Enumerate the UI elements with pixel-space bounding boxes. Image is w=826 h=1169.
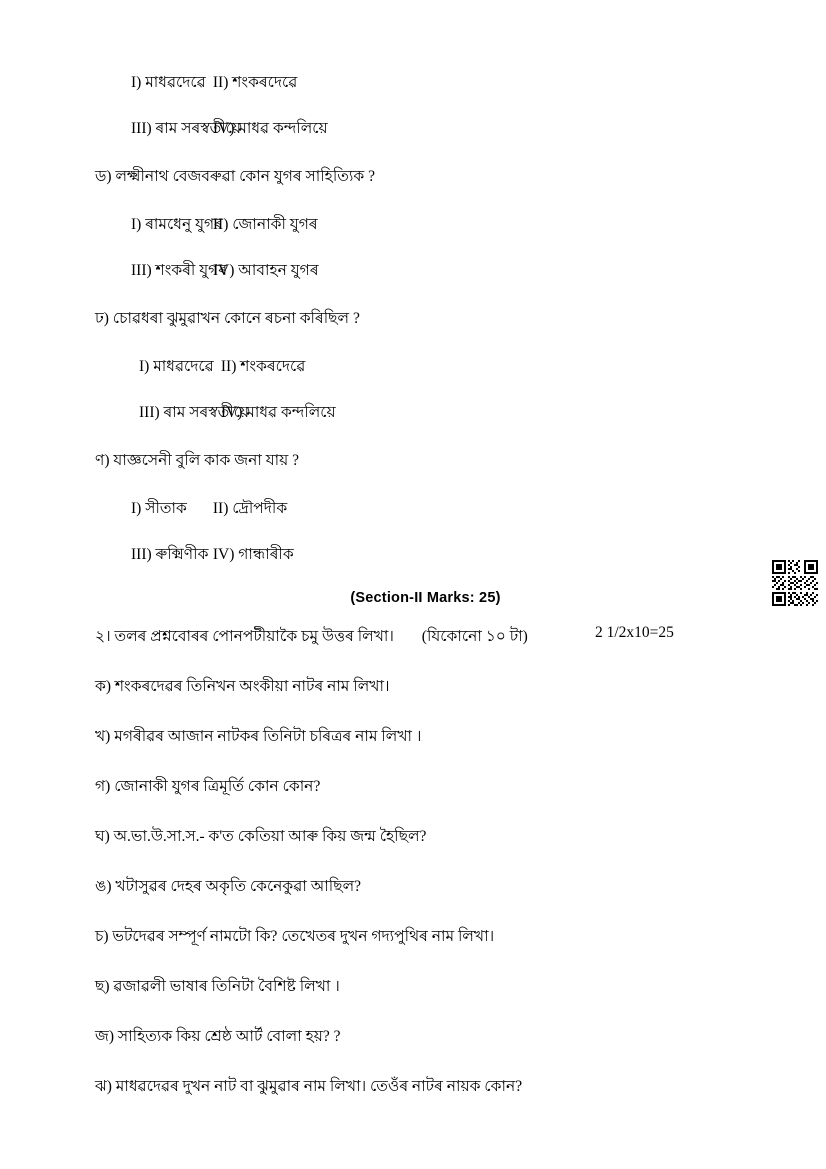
option-ii: II) জোনাকী যুগৰ xyxy=(212,216,318,233)
option-iv: IV) মাধৱ কন্দলিয়ে xyxy=(220,404,336,421)
options-row xyxy=(95,258,756,284)
instruction-marks: 2 1/2x10=25 xyxy=(595,624,674,641)
short-question: ছ) ৱজাৱলী ভাষাৰ তিনিটা বৈশিষ্ট লিখা । xyxy=(95,978,340,995)
section-heading: (Section-II Marks: 25) xyxy=(350,590,501,606)
option-i: I) মাধৱদেৱে xyxy=(139,358,214,375)
option-ii: II) দ্ৰৌপদীক xyxy=(212,500,288,517)
options-block xyxy=(95,354,756,426)
option-i: I) মাধৱদেৱে xyxy=(131,74,206,91)
short-question: গ) জোনাকী যুগৰ ত্ৰিমূৰ্তি কোন কোন? xyxy=(95,778,321,795)
mcq-question xyxy=(95,448,756,568)
option-i: I) ৰামধেনু যুগৰ xyxy=(131,216,223,233)
short-question: চ) ভটদেৱৰ সম্পূৰ্ণ নামটো কি? তেখেতৰ দুখন গদ্যপুথিৰ নাম লিখা। xyxy=(95,928,495,945)
option-iv: IV) আবাহন যুগৰ xyxy=(212,262,319,279)
option-ii: II) শংকৰদেৱে xyxy=(212,74,298,91)
options-row xyxy=(95,542,756,568)
question-text: ড) লক্ষ্মীনাথ বেজবৰুৱা কোন যুগৰ সাহিত্যিক ? xyxy=(95,168,375,185)
short-question: খ) মগৰীৱৰ আজান নাটকৰ তিনিটা চৰিত্ৰৰ নাম লিখা । xyxy=(95,728,422,745)
mcq-question xyxy=(95,164,756,284)
qr-code-icon xyxy=(772,560,818,606)
instruction-bracket: (যিকোনো ১০ টা) xyxy=(421,628,528,645)
option-iii: III) শংকৰী যুগৰ xyxy=(131,262,228,279)
option-i: I) সীতাক xyxy=(131,500,187,517)
options-row xyxy=(95,116,756,142)
option-iii: III) ৰাম সৰস্বতীয়ে xyxy=(139,404,250,421)
question-text: ণ) যাজ্ঞসেনী বুলি কাক জনা যায় ? xyxy=(95,452,300,469)
option-iii: III) ৰাম সৰস্বতীয়ে xyxy=(131,120,242,137)
short-question: ঘ) অ.ভা.উ.সা.স.- ক'ত কেতিয়া আৰু কিয় জন্ম হৈছিল? xyxy=(95,828,427,845)
option-iv: IV) গান্ধাৰীক xyxy=(212,546,294,563)
options-row xyxy=(95,70,756,96)
options-row xyxy=(95,496,756,522)
question-text: ঢ) চোৱধৰা ঝুমুৱাখন কোনে ৰচনা কৰিছিল ? xyxy=(95,310,360,327)
options-block-top xyxy=(95,70,756,142)
options-row xyxy=(95,400,756,426)
short-question-list xyxy=(95,674,756,1100)
option-iv: IV) মাধৱ কন্দলিয়ে xyxy=(212,120,328,137)
options-row xyxy=(95,354,756,380)
option-iii: III) ৰুক্মিণীক xyxy=(131,546,209,563)
short-question: ক) শংকৰদেৱৰ তিনিখন অংকীয়া নাটৰ নাম লিখা। xyxy=(95,678,390,695)
instruction-line xyxy=(95,624,756,650)
options-block xyxy=(95,212,756,284)
option-ii: II) শংকৰদেৱে xyxy=(220,358,306,375)
instruction-text: ২। তলৰ প্ৰশ্নবোৰৰ পোনপটীয়াকৈ চমু উত্তৰ লিখা। xyxy=(95,628,394,645)
short-question: ঝ) মাধৱদেৱৰ দুখন নাট বা ঝুমুৱাৰ নাম লিখা। তেওঁৰ নাটৰ নায়ক কোন? xyxy=(95,1078,523,1095)
options-block xyxy=(95,496,756,568)
short-question: ঙ) খটাসুৱৰ দেহৰ অকৃতি কেনেকুৱা আছিল? xyxy=(95,878,362,895)
mcq-question xyxy=(95,306,756,426)
short-question: জ) সাহিত্যক কিয় শ্ৰেষ্ঠ আৰ্ট বোলা হয়? ? xyxy=(95,1028,341,1045)
options-row xyxy=(95,212,756,238)
